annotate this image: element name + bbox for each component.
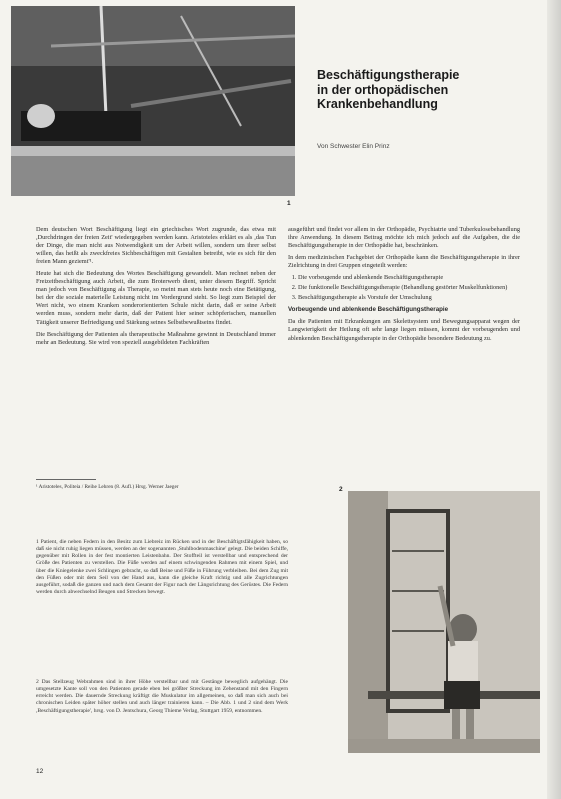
caption-text: 2 Das Stellzeug Webrahmen sind in ihrer Höhe verstellbar und mit Gestänge beweglich aufgehängt. Die umgesetzte Kante soll von den Patienten gerade eben bei größter Streckung im Zehenstand mit den Fingern erreicht werden. Die dauernde Streckung kräftigt die Muskulatur im allgemeinen, so daß man sich auch bei chronischen Leiden später höher stellen und auch länger trainieren kann. – Die Abb. 1 und 2 sind dem Werk ,Beschäftigungstherapie', hrsg. von D. Jentschura, Georg Thieme Verlag, Stuttgart 1959, entnommen. [36,679,288,714]
list-item: 3. Beschäftigungstherapie als Vorstufe der Umschulung [298,294,520,302]
paragraph: ausgeführt und findet vor allem in der Orthopädie, Psychiatrie und Tuberkulosebehandlung ihre Anwendung. In diesem Beitrag möchte ich mich jedoch auf die Aufgaben, die die Beschäftigungstherapie in der Orthopädie hat, beschränken. [288,226,520,250]
figure-1-number: 1 [287,200,291,207]
figure-2-number: 2 [339,486,343,493]
section-subheading: Vorbeugende und ablenkende Beschäftigungstherapie [288,306,449,314]
title-line-3: Krankenbehandlung [317,97,438,111]
author-line: Von Schwester Elin Prinz [317,143,390,150]
text-column-right [288,226,520,347]
figure-1-caption [36,539,288,596]
figure-1-illustration [11,6,295,196]
footnote: ¹ Aristoteles, Politeia / Reihe Lehren (8. Aufl.) Hrsg. Werner Jaeger [36,484,179,490]
figure-2-photo [348,491,540,753]
title-line-1: Beschäftigungstherapie [317,68,460,82]
therapy-groups-list [288,274,520,302]
article-title [317,68,537,112]
figure-2-caption [36,679,288,715]
figure-1-photo [11,6,295,196]
list-item: 2. Die funktionelle Beschäftigungstherapie (Behandlung gestörter Muskelfunktionen) [298,284,520,292]
paragraph: Dem deutschen Wort Beschäftigung liegt ein griechisches Wort zugrunde, das etwa mit ,Durchdringen der freien Zeit' wiedergegeben werden kann. Aristoteles erklärt es als ,das Tun der Dinge, die man nicht aus Notwendigkeit um der Arbeit willen, sondern um ihrer selbst willen, das heißt als zweckfreies Sichbeschäftigen mit Gestalten betreibt, wie es sich für den freien Mann geziemt'¹. [36,226,276,266]
title-line-2: in der orthopädischen [317,82,449,97]
caption-text: 1 Patient, die neben Federn in den Besitz zum Liebreiz im Rücken und in der Beschäftigtsfähigkeit haben, so daß sie nicht ruhig liegen müssen, werden an der sogenannten ,Stuhlbodenmaschine' gelegt. Die beiden Schiffe, gegenüber mit Rollen in der fest montierten Leistenbahn. Der Stoffteil ist verstellbar und entsprechend der Größe des Patienten zu verstellen. Die Füße werden auf einem schwingenden Rahmen mit einem Spiel, und über die Kniegelenke zwei Schlingen gebracht, so daß Beine und Füße in Führung verbleiben. Bei dem Zug mit den Füßen oder mit dem Seil von der Hand aus, kann die gleiche Kraft richtig und alle Zugrichtungen ausgeführt, sodaß die ganzen und nach dem Gesamt der Figur nach der Längsrichtung des Gerüstes. Die Federn werden durch abwechselnd Beugen und Strecken bewegt. [36,539,288,596]
page-number: 12 [36,768,44,775]
page-edge-shadow [547,0,561,799]
paragraph: Die Beschäftigung der Patienten als therapeutische Maßnahme gewinnt in Deutschland immer mehr an Bedeutung. Sie wird von speziell ausgebildeten Fachkräften [36,330,276,346]
text-column-left [36,226,276,351]
footnote-divider [36,479,96,480]
paragraph: Heute hat sich die Bedeutung des Wortes Beschäftigung gewandelt. Man rechnet neben der Freizeitbeschäftigung auch Arbeit, die zum Broterwerb dient, unter diesem Begriff. Spricht man jedoch von Beschäftigung als Therapie, so meint man stets heute noch eine Betätigung, bei der die soziale materielle Leistung nicht im Vordergrund steht. So liegt zum Beispiel der Wert nicht, wo einem Kranken sonderorientierten Schule nicht darin, daß er seine Arbeit werden muss, sondern mehr darin, daß der Patient hier seiner schöpferischen, manuellen Tätigkeit unserer Befriedigung und Stärkung seines Selbstbewußtseins findet. [36,270,276,326]
figure-2-illustration [348,491,540,753]
paragraph: In dem medizinischen Fachgebiet der Orthopädie kann die Beschäftigungstherapie in ihrer Zielrichtung in drei Gruppen eingeteilt werden: [288,254,520,270]
list-item: 1. Die vorbeugende und ablenkende Beschäftigungstherapie [298,274,520,282]
paragraph: Da die Patienten mit Erkrankungen am Skelettsystem und Bewegungsapparat wegen der Langwierigkeit der Heilung oft sehr lange liegen müssen, kommt der vorbeugenden und ablenkenden Beschäftigungstherapie in der Orthopädie besondere Bedeutung zu. [288,318,520,342]
